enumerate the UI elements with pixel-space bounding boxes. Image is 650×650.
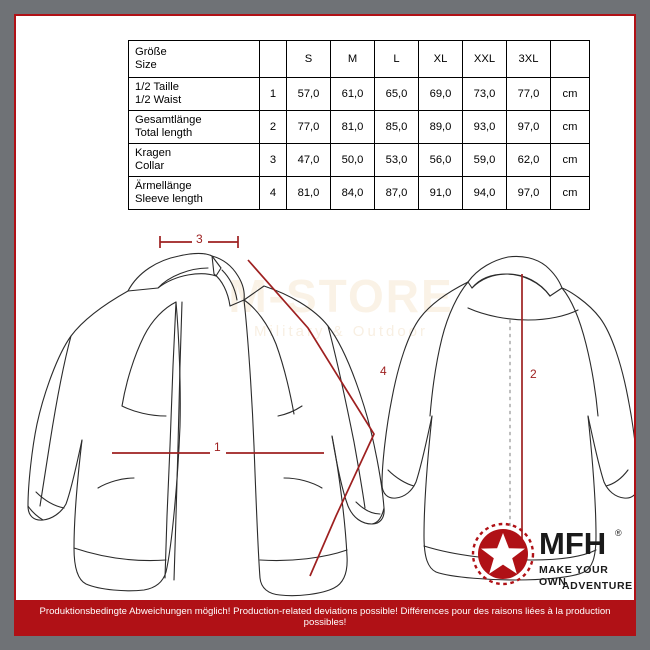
row-unit-collar: cm: [551, 144, 590, 177]
row-unit-total: cm: [551, 111, 590, 144]
cell-waist-xxl: 73,0: [463, 78, 507, 111]
cell-collar-s: 47,0: [287, 144, 331, 177]
row-label-de: 1/2 Taille: [135, 81, 179, 93]
row-label-en: Total length: [135, 127, 193, 139]
table-row: [129, 177, 590, 210]
row-label-en: 1/2 Waist: [135, 94, 182, 106]
row-label-sleeve: [129, 177, 260, 210]
logo-tagline-line1: MAKE YOUR OWN: [539, 564, 609, 588]
measure-label-3: 3: [196, 232, 203, 246]
cell-sleeve-l: 87,0: [375, 177, 419, 210]
cell-waist-3xl: 77,0: [507, 78, 551, 111]
footer-disclaimer-text: Produktionsbedingte Abweichungen möglich! Production-related deviations possible! Différences pour des raisons liées à la production possibles!: [39, 606, 611, 628]
table-header-size-s: S: [287, 41, 331, 78]
logo-registered-mark: ®: [615, 528, 622, 538]
table-header-row: [129, 41, 590, 78]
cell-sleeve-3xl: 97,0: [507, 177, 551, 210]
cell-total-3xl: 97,0: [507, 111, 551, 144]
table-header-unit: [551, 41, 590, 78]
cell-collar-xxl: 59,0: [463, 144, 507, 177]
table-header-size-xl: XL: [419, 41, 463, 78]
row-label-collar: [129, 144, 260, 177]
table-header-size-xxl: XXL: [463, 41, 507, 78]
table-header-label-en: Size: [135, 59, 157, 71]
row-label-de: Gesamtlänge: [135, 114, 202, 126]
size-table: [128, 40, 590, 210]
cell-total-xxl: 93,0: [463, 111, 507, 144]
cell-total-s: 77,0: [287, 111, 331, 144]
cell-total-l: 85,0: [375, 111, 419, 144]
measure-label-2: 2: [530, 367, 537, 381]
table-header-size-3xl: 3XL: [507, 41, 551, 78]
row-label-total-length: [129, 111, 260, 144]
cell-waist-xl: 69,0: [419, 78, 463, 111]
table-row: [129, 111, 590, 144]
row-label-waist: [129, 78, 260, 111]
row-label-de: Kragen: [135, 147, 172, 159]
cell-sleeve-s: 81,0: [287, 177, 331, 210]
cell-collar-xl: 56,0: [419, 144, 463, 177]
star-burst-icon: [471, 522, 535, 586]
row-unit-sleeve: cm: [551, 177, 590, 210]
logo-brand-text: MFH: [539, 526, 607, 561]
measurement-lines: [112, 236, 522, 576]
cell-collar-3xl: 62,0: [507, 144, 551, 177]
cell-sleeve-xl: 91,0: [419, 177, 463, 210]
table-header-label-de: Größe: [135, 46, 167, 58]
footer-disclaimer-bar: [16, 600, 634, 634]
table-header-num: [260, 41, 287, 78]
cell-total-m: 81,0: [331, 111, 375, 144]
cell-sleeve-m: 84,0: [331, 177, 375, 210]
row-label-en: Sleeve length: [135, 193, 203, 205]
cell-waist-l: 65,0: [375, 78, 419, 111]
logo-tagline-line2: ADVENTURE: [562, 580, 633, 592]
table-row: [129, 144, 590, 177]
size-chart-sheet: [14, 14, 636, 636]
measure-label-4: 4: [380, 364, 387, 378]
watermark-subtext: Military & Outdoor: [253, 323, 429, 340]
cell-total-xl: 89,0: [419, 111, 463, 144]
jacket-front-illustration: [28, 253, 384, 595]
watermark-text: M-STORE: [228, 270, 454, 322]
row-label-en: Collar: [135, 160, 165, 172]
cell-collar-m: 50,0: [331, 144, 375, 177]
row-label-de: Ärmellänge: [135, 180, 192, 192]
table-header-size-m: M: [331, 41, 375, 78]
row-marker-number: 2: [260, 111, 287, 144]
row-marker-number: 1: [260, 78, 287, 111]
measure-line-4: [248, 260, 374, 576]
cell-collar-l: 53,0: [375, 144, 419, 177]
cell-sleeve-xxl: 94,0: [463, 177, 507, 210]
mfh-logo: [471, 520, 631, 604]
cell-waist-s: 57,0: [287, 78, 331, 111]
row-unit-waist: cm: [551, 78, 590, 111]
row-marker-number: 3: [260, 144, 287, 177]
table-header-size-l: L: [375, 41, 419, 78]
table-header-label: [129, 41, 260, 78]
row-marker-number: 4: [260, 177, 287, 210]
cell-waist-m: 61,0: [331, 78, 375, 111]
table-row: [129, 78, 590, 111]
measure-label-1: 1: [214, 440, 221, 454]
